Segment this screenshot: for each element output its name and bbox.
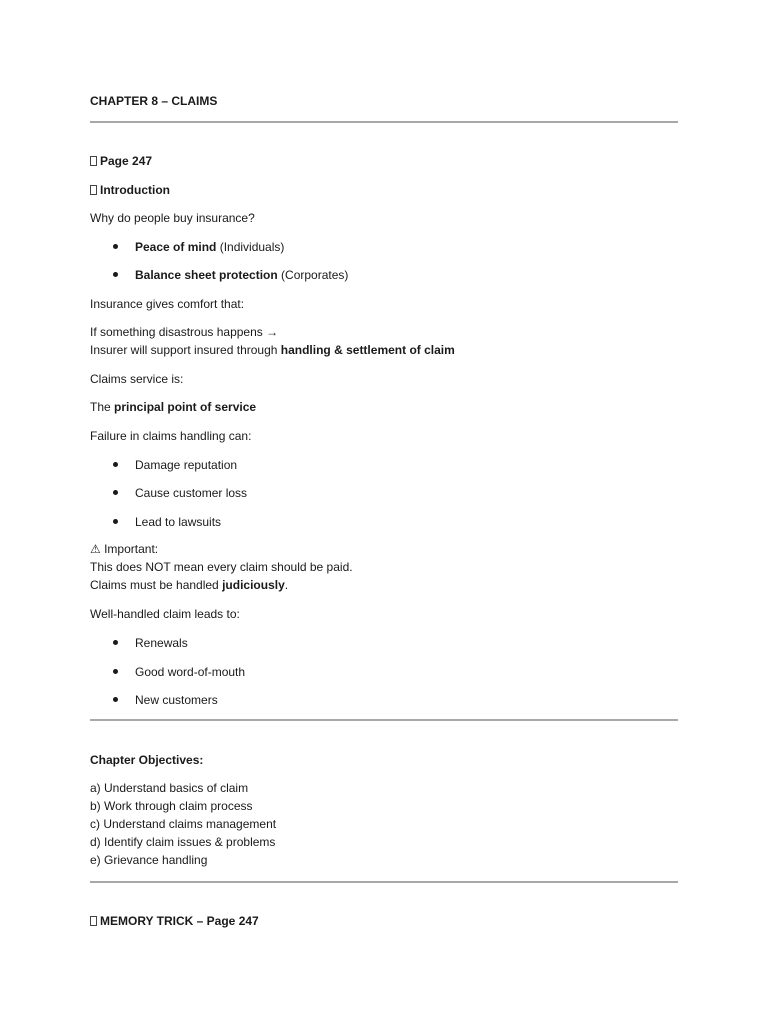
important-line-2: Claims must be handled judiciously. xyxy=(90,578,289,592)
list-item: Damage reputation xyxy=(135,458,238,472)
intro-heading-text: Introduction xyxy=(100,183,170,197)
missing-glyph-icon xyxy=(90,916,97,926)
objective-item: e) Grievance handling xyxy=(90,853,208,867)
bullet xyxy=(113,462,118,467)
page-reference-text: Page 247 xyxy=(100,154,153,168)
divider xyxy=(90,121,678,123)
list-item: Peace of mind (Individuals) xyxy=(135,240,285,254)
list-item: Good word-of-mouth xyxy=(135,665,246,679)
objective-item: b) Work through claim process xyxy=(90,799,253,813)
list-item: Cause customer loss xyxy=(135,486,248,500)
missing-glyph-icon xyxy=(90,156,97,166)
objectives-heading: Chapter Objectives: xyxy=(90,753,204,767)
support-text: Insurer will support insured through handling & settlement of claim xyxy=(90,343,455,357)
bullet xyxy=(113,490,118,495)
intro-heading xyxy=(90,181,170,199)
disaster-text: If something disastrous happens → xyxy=(90,325,279,339)
memory-trick-text: MEMORY TRICK – Page 247 xyxy=(100,914,259,928)
important-label: ⚠ Important: xyxy=(90,542,159,556)
memory-trick-heading xyxy=(90,912,259,930)
bullet xyxy=(113,244,118,249)
bullet xyxy=(113,669,118,674)
list-item: Lead to lawsuits xyxy=(135,515,222,529)
important-line-1: This does NOT mean every claim should be paid. xyxy=(90,560,353,574)
why-buy-text: Why do people buy insurance? xyxy=(90,211,255,225)
divider xyxy=(90,719,678,721)
missing-glyph-icon xyxy=(90,185,97,195)
list-item: Balance sheet protection (Corporates) xyxy=(135,268,349,282)
objective-item: c) Understand claims management xyxy=(90,817,277,831)
failure-text: Failure in claims handling can: xyxy=(90,429,252,443)
bullet xyxy=(113,697,118,702)
claims-service-text: Claims service is: xyxy=(90,372,184,386)
divider xyxy=(90,881,678,883)
list-item: New customers xyxy=(135,693,218,707)
comfort-text: Insurance gives comfort that: xyxy=(90,297,245,311)
bullet xyxy=(113,272,118,277)
list-item: Renewals xyxy=(135,636,188,650)
principal-text: The principal point of service xyxy=(90,400,257,414)
bullet xyxy=(113,640,118,645)
well-handled-text: Well-handled claim leads to: xyxy=(90,607,240,621)
bullet xyxy=(113,519,118,524)
objective-item: d) Identify claim issues & problems xyxy=(90,835,276,849)
page-reference xyxy=(90,152,152,170)
chapter-title: CHAPTER 8 – CLAIMS xyxy=(90,94,218,108)
objective-item: a) Understand basics of claim xyxy=(90,781,249,795)
